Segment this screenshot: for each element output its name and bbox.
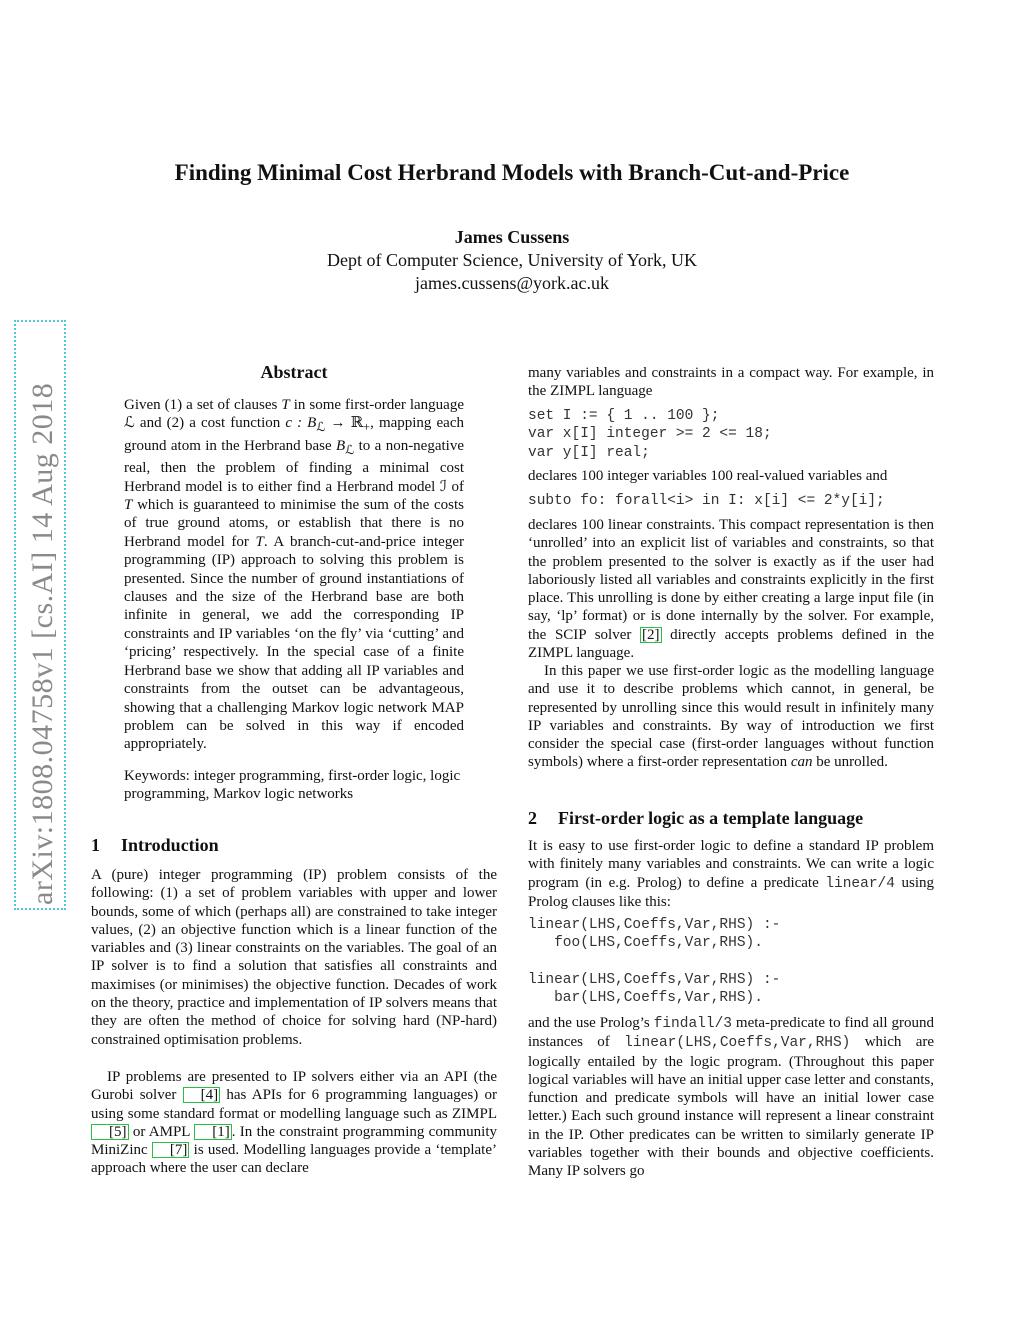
citation-link-4[interactable]: [4] — [183, 1087, 221, 1103]
paper-title: Finding Minimal Cost Herbrand Models with Branch-Cut-and-Price — [174, 160, 850, 185]
keywords: Keywords: integer programming, first-order logic, logic programming, Markov logic networks — [124, 768, 461, 803]
introduction-paragraph-1: A (pure) integer programming (IP) problem consists of the following: (1) a set of problem variables with upper and lower bounds, some of which (perhaps all) are constrained to take integer values, (2) an objective function which is a linear function of the variables and (3) linear constraints on the variables. The goal of an IP solver is to find a solution that satisfies all constraints and maximises (or minimises) the objective function. Decades of work on the theory, practice and implementation of IP solvers means that they are often the method of choice for solving hard (NP-hard) constrained optimisation problems. — [91, 867, 497, 1048]
abstract-heading: Abstract — [260, 362, 328, 382]
author-email[interactable]: james.cussens@york.ac.uk — [414, 273, 610, 293]
prolog-clause-foo: linear(LHS,Coeffs,Var,RHS) :- foo(LHS,Coeffs,Var,RHS). — [528, 917, 781, 952]
author-name: James Cussens — [454, 227, 570, 247]
citation-link-7[interactable]: [7] — [152, 1142, 190, 1158]
zimpl-code-block: set I := { 1 .. 100 }; var x[I] integer >= 2 <= 18; var y[I] real; — [528, 408, 772, 461]
introduction-paragraph-2: IP problems are presented to IP solvers either via an API (the Gurobi solver [4] has APIs for 6 programming languages) or using some standard format or modelling language such as ZIMPL [5] or AMPL [1] . In the constraint programming community MiniZinc [7] is used. Modelling languages provide a ‘template’ approach where the user can declare — [91, 1069, 497, 1177]
citation-link-5[interactable]: [5] — [91, 1124, 129, 1140]
right-paragraph-3: declares 100 linear constraints. This compact representation is then ‘unrolled’ into an explicit list of variables and constraints, so that the problem presented to the solver is exactly as if the user had laboriously listed all variables and constraints explicitly in the first place. This unrolling is done by either creating a large input file (in say, ‘lp’ format) or is done internally by the solver. For example, the SCIP solver [2] directly accepts problems defined in the ZIMPL language. — [528, 517, 934, 662]
section-2-paragraph-2: and the use Prolog’s findall/3 meta-predicate to find all ground instances of linear(LHS,Coeffs,Var,RHS) which are logically entailed by the logic program. (Throughout this paper logical variables will have an initial upper case letter and constants, function and predicate symbols will have an initial lower case letter.) Each such ground instance will represent a linear constraint in the IP. Other predicates can be written to similarly generate IP variables together with their bounds and objective coefficients. Many IP solvers go — [528, 1015, 935, 1180]
section-2-paragraph-1: It is easy to use first-order logic to define a standard IP problem with finitely many variables and constraints. We can write a logic program (in e.g. Prolog) to define a predicate linear/4 using Prolog clauses like this: — [528, 838, 934, 910]
citation-link-1[interactable]: [1] — [194, 1124, 232, 1140]
author-affiliation: Dept of Computer Science, University of York, UK — [327, 250, 697, 270]
abstract-body: Given (1) a set of clauses T in some first-order language ℒ and (2) a cost function c : $B_ℒ$ → ℝ$_+$, mapping each ground atom in the Herbrand base $B_ℒ$ to a non-negative real, then the problem of finding a minimal cost Herbrand model is to either find a Herbrand model ℐ of T which is guaranteed to minimise the sum of the costs of true ground atoms, or establish that there is no Herbrand model for T. A branch-cut-and-price integer programming (IP) approach to solving this problem is presented. Since the number of ground instantiations of clauses and the size of the Herbrand base are both infinite in general, we add the corresponding IP constraints and IP variables ‘on the fly’ via ‘cutting’ and ‘pricing’ respectively. In the special case of a finite Herbrand base we show that adding all IP variables and constraints from the outset can be advantageous, showing that a challenging Markov logic network MAP problem can be solved in this way if encoded appropriately. — [124, 397, 465, 753]
zimpl-constraint-code: subto fo: forall<i> in I: x[i] <= 2*y[i]; — [528, 493, 885, 509]
arxiv-identifier[interactable]: arXiv:1808.04758v1 [cs.AI] 14 Aug 2018 — [26, 382, 59, 905]
prolog-clause-bar: linear(LHS,Coeffs,Var,RHS) :- bar(LHS,Coeffs,Var,RHS). — [528, 972, 781, 1007]
citation-link-2[interactable]: [2] — [642, 626, 660, 643]
section-2-heading: 2 First-order logic as a template language — [528, 808, 864, 828]
right-paragraph-4: In this paper we use first-order logic as the modelling language and use it to describe problems which cannot, in general, be represented by unrolling since this would result in infinitely many IP variables and constraints. By way of introduction we first consider the special case (first-order languages without function symbols) where a first-order representation can be unrolled. — [528, 663, 934, 771]
right-paragraph-2: declares 100 integer variables 100 real-valued variables and — [528, 468, 888, 484]
section-1-heading: 1 Introduction — [91, 835, 219, 855]
right-paragraph-1: many variables and constraints in a compact way. For example, in the ZIMPL language — [528, 365, 934, 400]
